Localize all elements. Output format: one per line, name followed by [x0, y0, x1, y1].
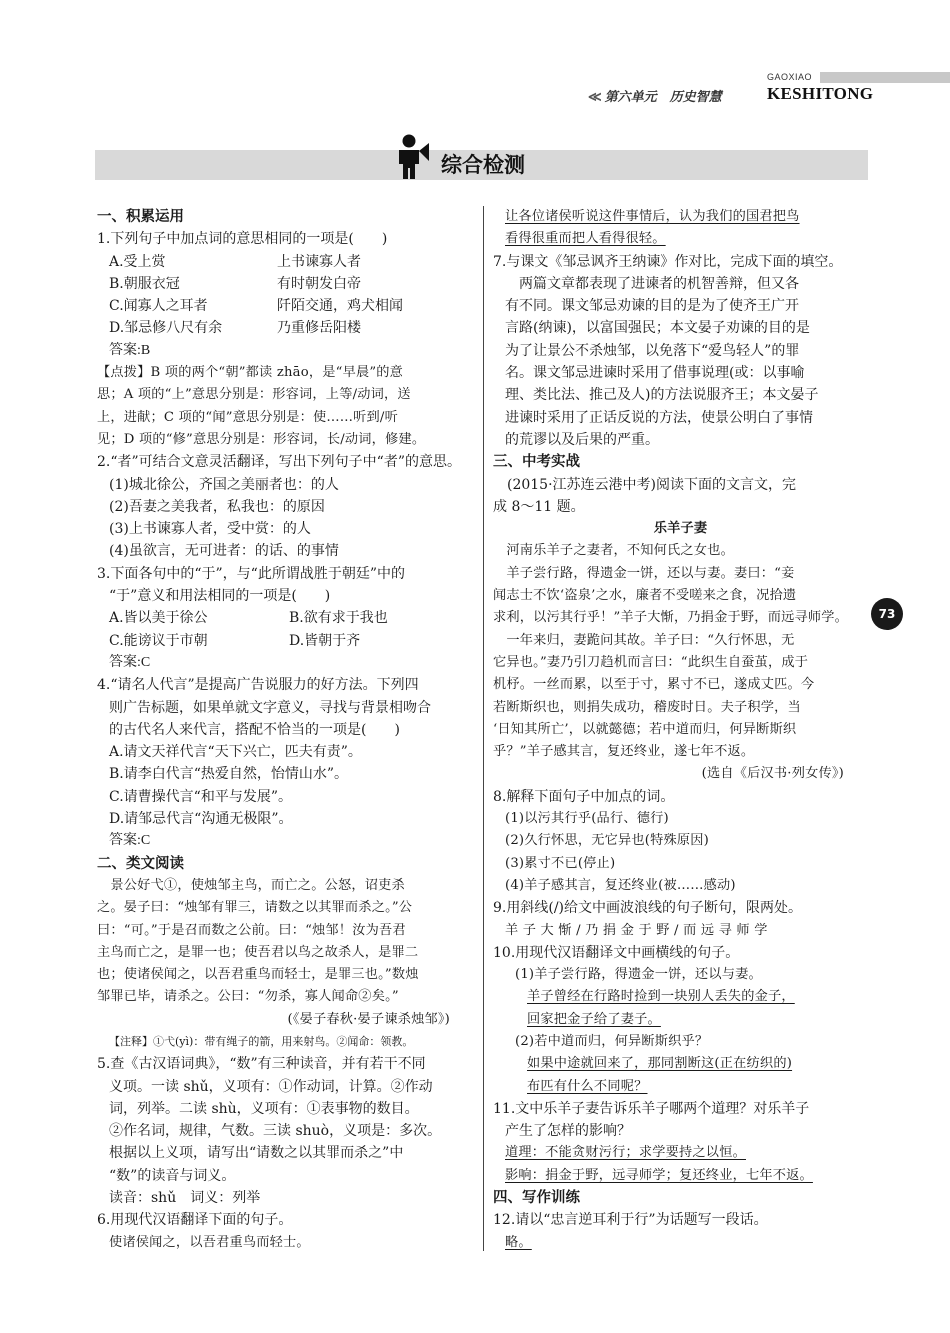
text-line: 一年来归，妻跪问其故。羊子曰：“久行怀思，无 [493, 632, 795, 648]
text-line: D.请邹忌代言“沟通无极限”。 [109, 811, 293, 828]
text-line: 为了让景公不杀烛邹，以免落下“爱鸟轻人”的罪 [505, 342, 800, 359]
text-line: “于”意义和用法相同的一项是( ) [109, 588, 331, 605]
option-text: C.闻寡人之耳者 [109, 298, 208, 315]
text-line: “数”的读音与词义。 [109, 1167, 236, 1184]
text-line: 求利，以污其行乎！”羊子大惭，乃捐金于野，而远寻师学。 [493, 610, 849, 626]
text-line: 如果中途就回来了，那同割断这(正在纺织的) [527, 1056, 793, 1072]
text-line: 有不同。课文邹忌劝谏的目的是为了使齐王广开 [505, 298, 799, 315]
text-line: (2)久行怀思，无它异也(特殊原因) [505, 833, 710, 849]
text-line: (4)虽欲言，无可进者：的话、的事情 [109, 543, 339, 560]
page-header [0, 68, 950, 108]
text-line: (3)累寸不已(停止) [505, 855, 616, 871]
section-heading: 三、中考实战 [493, 454, 580, 471]
text-line: (1)城北徐公，齐国之美丽者也：的人 [109, 476, 339, 493]
text-line: (2)吾妻之美我者，私我也：的原因 [109, 498, 325, 515]
text-line: 的古代名人来代言，搭配不恰当的一项是( ) [109, 721, 400, 738]
text-line: 4.“请名人代言”是提高广告说服力的好方法。下列四 [97, 677, 419, 694]
text-line: 7.与课文《邹忌讽齐王纳谏》作对比，完成下面的填空。 [493, 253, 843, 270]
option-text: B.朝服衣冠 [109, 275, 180, 292]
text-line: 12.请以“忠言逆耳利于行”为话题写一段话。 [493, 1212, 768, 1229]
text-line: 义项。一读 shǔ，义项有：①作动词，计算。②作动 [109, 1078, 433, 1095]
section-heading: 四、写作训练 [493, 1190, 580, 1207]
text-line: 的荒谬以及后果的严重。 [505, 431, 659, 448]
text-line [97, 295, 474, 317]
text-line: 进谏时采用了正话反说的方法，使景公明白了事情 [505, 409, 813, 426]
text-line: 使诸侯闻之，以吾君重鸟而轻士。 [109, 1234, 310, 1250]
text-line: 羊 子 大 惭 / 乃 捐 金 于 野 / 而 远 寻 师 学 [505, 922, 768, 938]
text-line: 2.“者”可结合文意灵活翻译，写出下列句子中“者”的意思。 [97, 454, 461, 471]
text-line: (2)若中道而归，何异断斯织乎？ [515, 1033, 709, 1049]
text-line: 【注释】①弋(yì)：带有绳子的箭，用来射鸟。②闻命：领教。 [109, 1034, 414, 1048]
text-line: 两篇文章都表现了进谏者的机智善辩，但又各 [505, 275, 799, 292]
text-line: 道理：不能贪财污行；求学要持之以恒。 [505, 1145, 746, 1161]
text-line: 6.用现代汉语翻译下面的句子。 [97, 1212, 293, 1229]
option-text: A.受上赏 [109, 253, 166, 270]
section-title: 综合检测 [441, 153, 525, 177]
text-line: 乐羊子妻 [653, 521, 708, 537]
text-line: 词，列举。二读 shù，义项有：①表事物的数目。 [109, 1100, 419, 1117]
person-megaphone-icon [395, 133, 431, 181]
text-line: (1)以污其行乎(品行、德行) [505, 811, 669, 827]
text-line: 思；A 项的“上”意思分别是：形容词，上等/动词，送 [97, 387, 411, 403]
text-line: 乎？”羊子感其言，复还终业，遂七年不返。 [493, 744, 755, 760]
text-line: 3.下面各句中的“于”，与“此所谓战胜于朝廷”中的 [97, 565, 405, 582]
brand-logo: KESHITONG [767, 84, 874, 103]
text-line: 答案:C [109, 833, 151, 849]
text-line [97, 630, 474, 652]
text-line [97, 317, 474, 339]
text-line: 名。课文邹忌进谏时采用了借事说理(或：以事喻 [505, 365, 805, 382]
text-line: ‘日知其所亡’，以就懿德；若中道而归，何异断斯织 [493, 721, 797, 737]
text-line: 产生了怎样的影响？ [505, 1123, 631, 1140]
unit-title [588, 86, 722, 105]
text-line: A.请文天祥代言“天下兴亡，匹夫有责”。 [109, 744, 362, 761]
chevron-icon: ≪ [588, 90, 599, 105]
text-line: (4)羊子感其言，复还终业(被……感动) [505, 877, 736, 893]
text-line [97, 607, 474, 629]
right-column [493, 206, 868, 1254]
option-text: 有时朝发白帝 [277, 275, 361, 292]
text-line: 根据以上义项，请写出“请数之以其罪而杀之”中 [109, 1145, 404, 1162]
text-line: 曰：“可。”于是召而数之公前。曰：“烛邹！汝为吾君 [97, 922, 406, 938]
text-line: (3)上书谏寡人者，受中赏：的人 [109, 521, 311, 538]
text-line: 【点拨】B 项的两个“朝”都读 zhāo，是“早晨”的意 [97, 365, 404, 381]
text-line: 上，进献；C 项的“闻”意思分别是：使……听到/听 [97, 409, 398, 425]
text-line: 则广告标题，如果单就文字意义，寻找与背景相吻合 [109, 699, 431, 716]
option-text: 阡陌交通，鸡犬相闻 [277, 298, 403, 315]
page-number-badge: 73 [871, 598, 903, 630]
section-heading: 二、类文阅读 [97, 855, 184, 872]
text-line: 见；D 项的“修”意思分别是：形容词，长/动词，修建。 [97, 431, 426, 447]
option-text: C.能谤议于市朝 [109, 632, 208, 649]
text-line: 1.下列句子中加点词的意思相同的一项是( ) [97, 231, 388, 248]
text-line: 9.用斜线(/)给文中画波浪线的句子断句，限两处。 [493, 900, 802, 917]
text-line: 成 8～11 题。 [493, 498, 585, 515]
text-line: 看得很重而把人看得很轻。 [505, 231, 666, 247]
text-line: 答案:B [109, 342, 151, 358]
text-line: (2015·江苏连云港中考)阅读下面的文言文，完 [493, 476, 797, 493]
text-line: 景公好弋①，使烛邹主鸟，而亡之。公怒，诏吏杀 [97, 877, 405, 893]
text-line [97, 273, 474, 295]
option-text: 上书谏寡人者 [277, 253, 361, 270]
option-text: B.欲有求于我也 [289, 610, 388, 627]
text-line: 影响：捐金于野，远寻师学；复还终业，七年不返。 [505, 1167, 813, 1183]
text-line: (1)羊子尝行路，得遗金一饼，还以与妻。 [515, 967, 762, 983]
text-line: 5.查《古汉语词典》，“数”有三种读音，并有若干不同 [97, 1056, 426, 1073]
text-line: 答案:C [109, 654, 151, 670]
option-text: A.皆以美于徐公 [109, 610, 208, 627]
text-line: 读音：shǔ 词义：列举 [109, 1190, 261, 1207]
text-line: 它异也。”妻乃引刀趋机而言曰：“此织生自蚕茧，成于 [493, 654, 809, 670]
header-bar [820, 72, 950, 83]
column-divider [483, 206, 484, 1251]
option-text: 乃重修岳阳楼 [277, 320, 361, 337]
text-line: 10.用现代汉语翻译文中画横线的句子。 [493, 944, 740, 961]
text-line: 理、类比法、推己及人)的方法说服齐王；本文晏子 [505, 387, 819, 404]
section-heading: 一、积累运用 [97, 209, 184, 225]
text-line: 若断斯织也，则捐失成功，稽废时日。夫子积学，当 [493, 699, 801, 715]
unit-label: 第六单元 历史智慧 [604, 90, 722, 105]
text-line: C.请曹操代言“和平与发展”。 [109, 788, 292, 805]
text-line [97, 251, 474, 273]
text-line: 8.解释下面句子中加点的词。 [493, 788, 675, 805]
text-line: ②作名词，规律，气数。三读 shuò，义项是：多次。 [109, 1123, 442, 1140]
text-line: 机杼。一丝而累，以至于寸，累寸不已，遂成丈匹。今 [493, 677, 815, 693]
option-text: D.邹忌修八尺有余 [109, 320, 223, 337]
text-line: 让各位诸侯听说这件事情后，认为我们的国君把鸟 [505, 209, 800, 224]
option-text: D.皆朝于齐 [289, 632, 361, 649]
brand-small: GAOXIAO [767, 72, 813, 82]
text-line: 之。晏子曰：“烛邹有罪三，请数之以其罪而杀之。”公 [97, 900, 413, 916]
text-line: 羊子尝行路，得遗金一饼，还以与妻。妻曰：“妾 [493, 565, 795, 581]
text-line: 主鸟而亡之，是罪一也；使吾君以鸟之故杀人，是罪二 [97, 944, 419, 960]
text-line: 回家把金子给了妻子。 [527, 1011, 661, 1027]
text-line: B.请李白代言“热爱自然，怡情山水”。 [109, 766, 349, 783]
text-line: 闻志士不饮‘盗泉’之水，廉者不受嗟来之食，况拾遗 [493, 588, 797, 604]
text-line: 言路(纳谏)，以富国强民；本文晏子劝谏的目的是 [505, 320, 810, 337]
text-line: (《晏子春秋·晏子谏杀烛邹》) [287, 1011, 450, 1027]
text-line: 邹罪已毕，请杀之。公曰：“勿杀，寡人闻命②矣。” [97, 989, 399, 1005]
text-line: 11.文中乐羊子妻告诉乐羊子哪两个道理？对乐羊子 [493, 1100, 810, 1117]
text-line: 略。 [505, 1234, 532, 1250]
text-line: 河南乐羊子之妻者，不知何氏之女也。 [493, 543, 734, 559]
text-line: 也；使诸侯闻之，以吾君重鸟而轻士，是罪三也。”数烛 [97, 967, 419, 983]
left-column [97, 206, 474, 1254]
text-line: (选自《后汉书·列女传》) [701, 766, 844, 782]
text-line: 布匹有什么不同呢？ [527, 1078, 648, 1094]
text-line: 羊子曾经在行路时捡到一块别人丢失的金子， [527, 989, 795, 1005]
